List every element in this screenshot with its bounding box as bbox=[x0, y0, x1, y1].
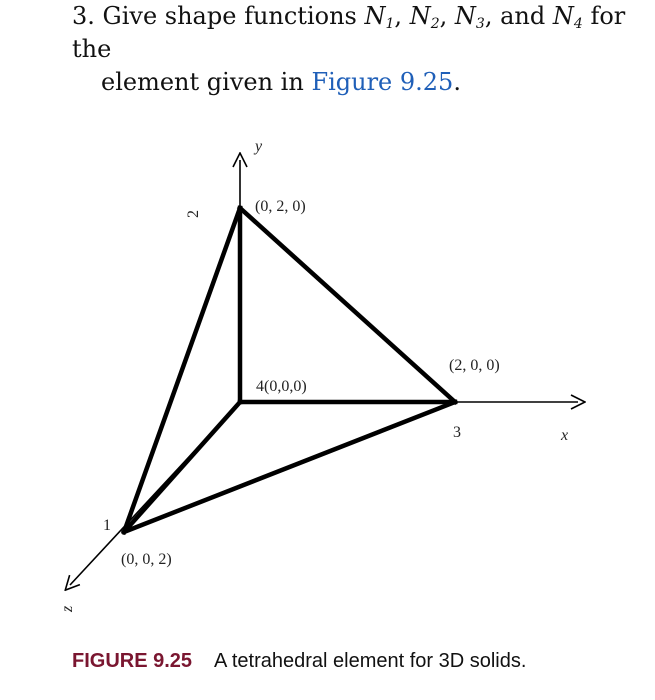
edge-2-3 bbox=[240, 208, 455, 402]
node-1-coord: (0, 0, 2) bbox=[121, 551, 172, 568]
figure-caption bbox=[72, 650, 526, 673]
question-conj: and bbox=[500, 2, 546, 30]
figure-reference-link[interactable]: Figure 9.25 bbox=[311, 68, 454, 96]
question-text: 3. Give shape functions $N_1$, $N_2$, $N_3$, and $N_4$ for the element given in Figure 9.25. bbox=[72, 0, 642, 99]
figure-caption-text: A tetrahedral element for 3D solids. bbox=[214, 650, 527, 672]
question-number: 3. bbox=[72, 2, 95, 30]
node-2-coord: (0, 2, 0) bbox=[255, 198, 306, 215]
figure-number: FIGURE 9.25 bbox=[72, 650, 193, 672]
edge-1-2 bbox=[124, 208, 240, 532]
shape-fn-n4: $N_4$ bbox=[552, 2, 583, 32]
x-axis-label: x bbox=[561, 427, 569, 444]
node-1-label: 1 bbox=[103, 517, 111, 534]
edge-1-4 bbox=[124, 402, 240, 532]
node-3-coord: (2, 0, 0) bbox=[449, 357, 500, 374]
node-3-label: 3 bbox=[453, 424, 461, 441]
node-2-label: 2 bbox=[185, 210, 202, 218]
tetrahedron-edges bbox=[124, 208, 455, 532]
y-axis-label: y bbox=[255, 138, 263, 155]
question-tail: for the bbox=[72, 2, 626, 63]
question-lead: Give shape functions bbox=[102, 2, 357, 30]
z-axis-label: z bbox=[59, 605, 76, 612]
question-line-2: element given in Figure 9.25. bbox=[101, 68, 461, 96]
node-4-coord: 4(0,0,0) bbox=[256, 378, 307, 395]
edge-1-3 bbox=[124, 402, 455, 532]
shape-fn-n3: $N_3$ bbox=[454, 2, 485, 32]
shape-fn-n2: $N_2$ bbox=[409, 2, 440, 32]
shape-fn-n1: $N_1$ bbox=[364, 2, 395, 32]
